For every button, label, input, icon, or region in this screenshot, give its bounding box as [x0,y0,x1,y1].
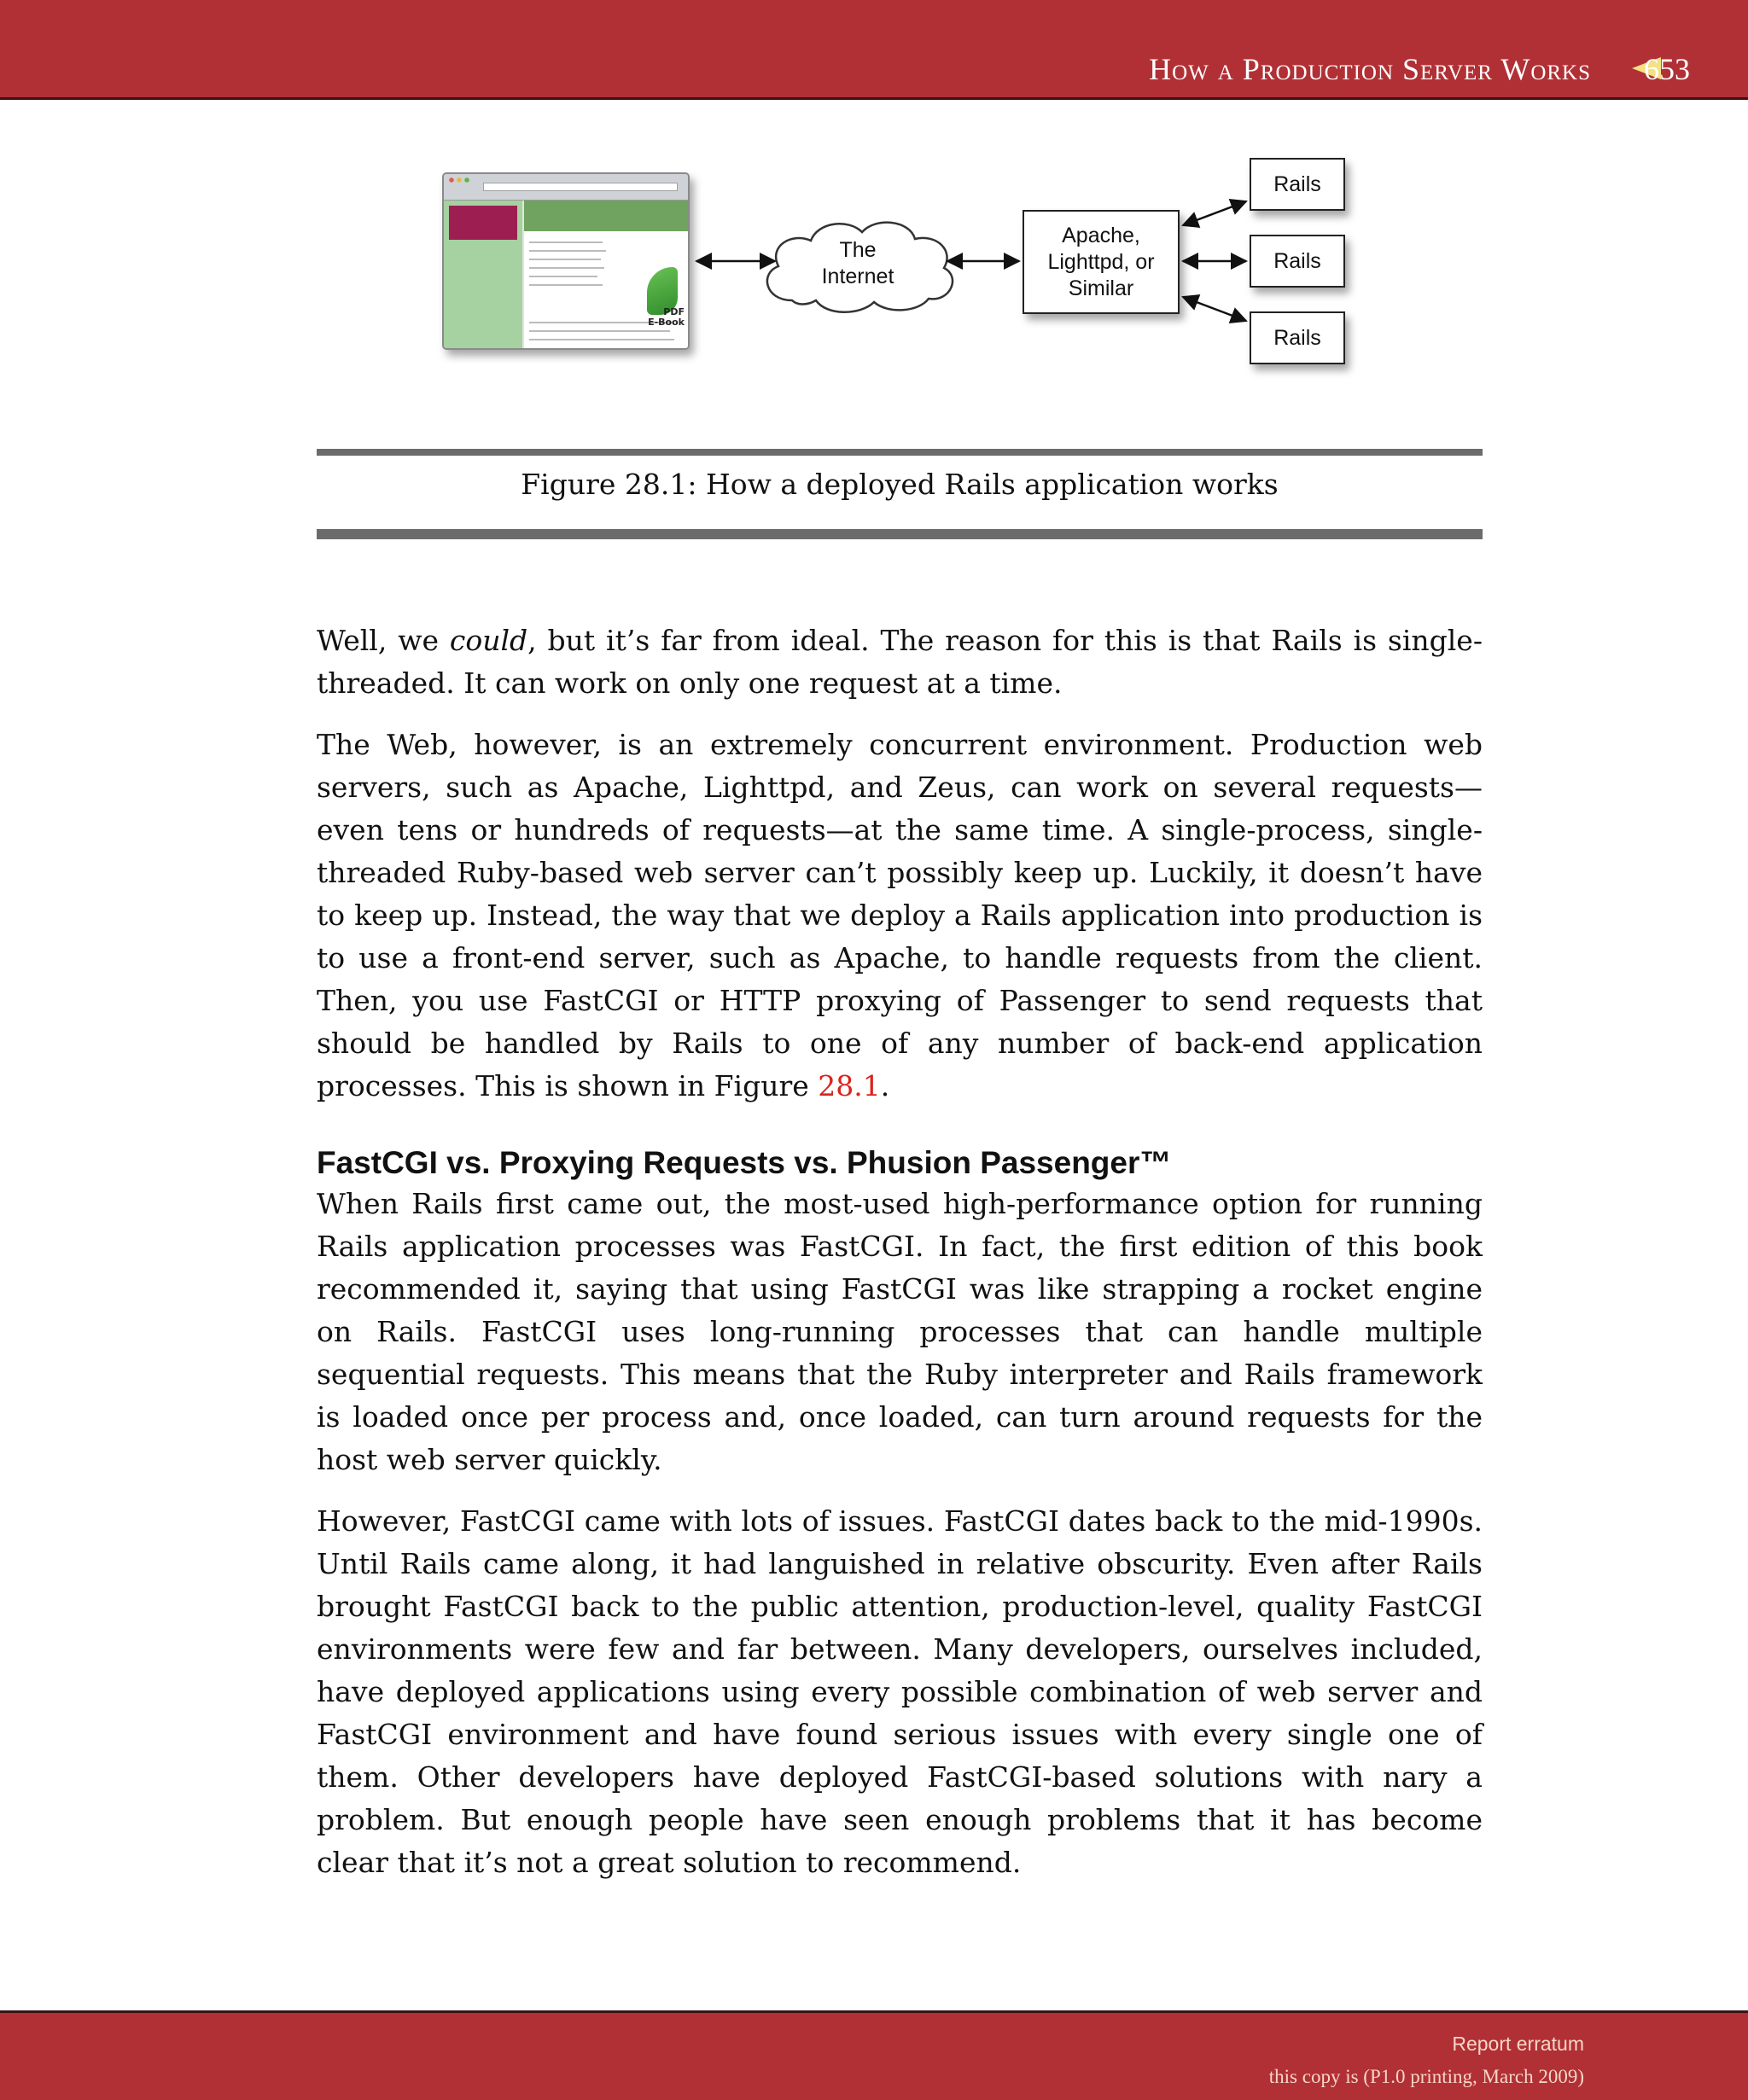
page-footer [0,2010,1748,2100]
running-head: How a Production Server Works [1149,52,1591,86]
figure-caption: Figure 28.1: How a deployed Rails application works [521,468,1279,501]
paragraph: When Rails first came out, the most-used high-performance option for running Rails application processes was FastCGI. In fact, the first edition of this book recommended it, saying that using FastCGI was like strapping a rocket engine on Rails. FastCGI uses long-running processes that can handle multiple sequential requests. This means that the Ruby interpreter and Rails framework is loaded once per process and, once loaded, can turn around requests for the host web server quickly. [317,1187,1483,1476]
paragraph-text: Well, we [317,624,450,657]
page-number: 653 [1644,52,1690,86]
rails-process-box: Rails [1250,311,1345,364]
body-text [317,620,1483,1903]
paragraph: However, FastCGI came with lots of issues. FastCGI dates back to the mid-1990s. Until Rails came along, it had languished in relative obscurity. Even after Rails brought FastCGI back to the public attention, production-level, quality FastCGI environments were few and far between. Many developers, ourselves included, have deployed applications using every possible combination of web server and FastCGI environment and have found serious issues with every single one of them. Other developers have deployed FastCGI-based solutions with nary a problem. But enough people have seen enough problems that it has become clear that it’s not a great solution to recommend. [317,1504,1483,1879]
section-heading: FastCGI vs. Proxying Requests vs. Phusion Passenger™ [317,1145,1172,1180]
paragraph [317,620,1483,705]
rails-process-box: Rails [1250,158,1345,211]
figure-diagram [435,150,1361,398]
page-header [0,0,1748,100]
copy-info: this copy is (P1.0 printing, March 2009) [1268,2066,1584,2087]
web-server-box: Apache, Lighttpd, or Similar [1023,210,1180,314]
pdf-ebook-label: PDF E-Book [648,306,685,328]
server-rails-top-arrow [1183,201,1246,225]
server-rails-bottom-arrow [1183,297,1246,321]
report-erratum-link[interactable]: Report erratum [1452,2033,1584,2055]
rails-process-box: Rails [1250,235,1345,288]
figure-reference-link[interactable]: 28.1 [818,1069,881,1102]
figure-top-rule [317,449,1483,456]
internet-cloud [766,219,949,308]
paragraph-text: . [880,1069,890,1102]
paragraph [317,724,1483,1108]
paragraph-text: The Web, however, is an extremely concurrent environment. Production web servers, such as Apache, Lighttpd, and Zeus, can work on several requests—even tens or hundreds of requests—at the same time. A single-process, single-threaded Ruby-based web server can’t possibly keep up. Luckily, it doesn’t have to keep up. Instead, the way that we deploy a Rails application into production is to use a front-end server, such as Apache, to handle requests from the client. Then, you use FastCGI or HTTP proxying of Passenger to send requests that should be handled by Rails to one of any number of back-end application processes. This is shown in Figure [317,728,1483,1102]
internet-label: The Internet [821,238,894,288]
emphasis-text: could [449,624,528,657]
figure-bottom-rule [317,529,1483,539]
paragraph-text: , but it’s far from ideal. The reason for this is that Rails is single-threaded. It can work on only one request at a time. [317,624,1483,700]
